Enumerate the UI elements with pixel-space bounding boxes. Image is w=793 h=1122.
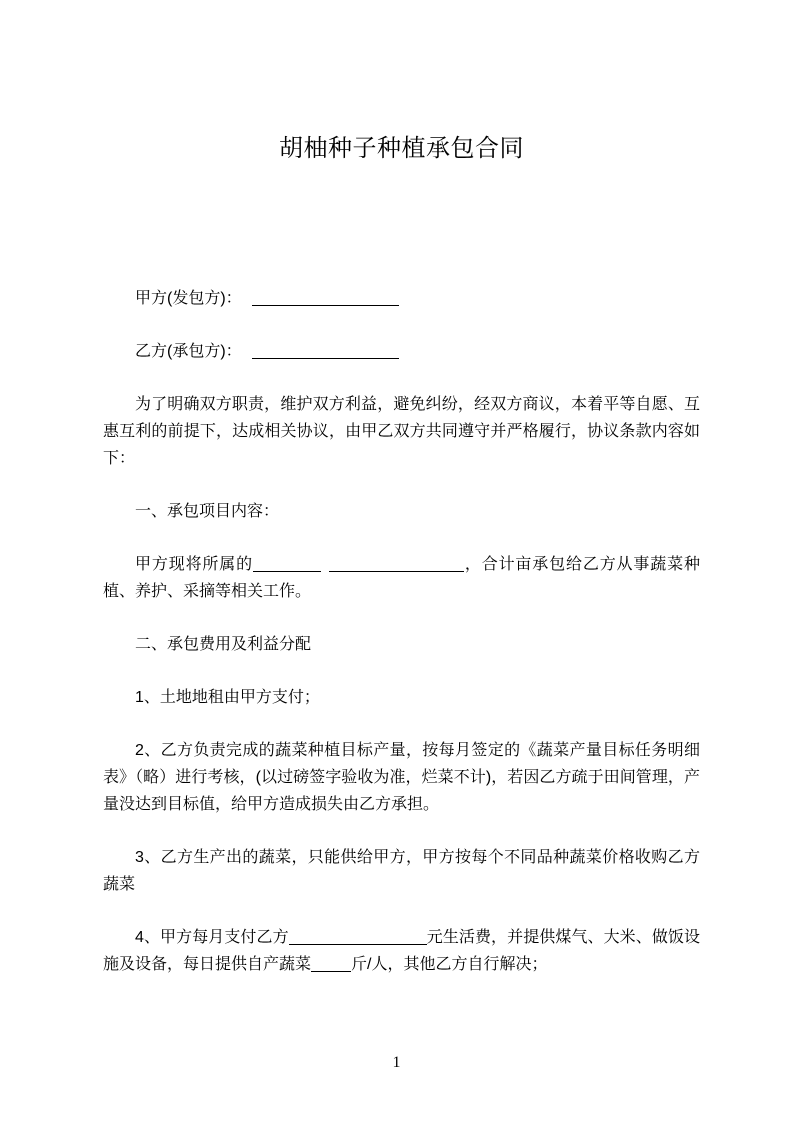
party-a-line [103, 285, 700, 312]
section1-heading: 一、承包项目内容： [135, 503, 280, 520]
section2-item1: 1、土地地租由甲方支付； [135, 689, 320, 706]
item4-vegetable-blank-line [311, 957, 351, 972]
section2-heading: 二、承包费用及利益分配 [135, 636, 312, 653]
section1-clause-prefix: 甲方现将所属的 [135, 556, 253, 573]
party-a-label: 甲方(发包方)： [135, 290, 242, 307]
item4-prefix: 4、甲方每月支付乙方 [135, 929, 289, 946]
section1-clause [103, 551, 700, 605]
section2-item2: 2、乙方负责完成的蔬菜种植目标产量，按每月签定的《蔬菜产量目标任务明细表》（略）进行考核，(以过磅签字验收为准，烂菜不计)，若因乙方疏于田间管理，产量没达到目标值，给甲方造成损失由乙方承担。 [103, 742, 700, 813]
party-b-label: 乙方(承包方)： [135, 343, 242, 360]
document-body [103, 0, 700, 1004]
section1-clause-suffix: ，合计亩承包给乙方从事蔬菜种植、养护、采摘等相关工作。 [103, 556, 700, 600]
item4-suffix: 斤/人，其他乙方自行解决； [351, 956, 548, 973]
section1-blank-line-2 [329, 557, 464, 572]
page-number: 1 [392, 1054, 401, 1071]
party-b-line [103, 338, 700, 365]
section2-item3: 3、乙方生产出的蔬菜，只能供给甲方，甲方按每个不同品种蔬菜价格收购乙方蔬菜 [103, 849, 700, 893]
party-b-blank-line [252, 344, 399, 359]
document-title: 胡柚种子种植承包合同 [279, 135, 524, 162]
party-a-blank-line [252, 291, 399, 306]
section2-item4 [103, 924, 700, 978]
preamble-paragraph: 为了明确双方职责，维护双方利益，避免纠纷，经双方商议，本着平等自愿、互惠互利的前提下，达成相关协议，由甲乙双方共同遵守并严格履行，协议条款内容如下： [103, 396, 700, 467]
section1-blank-line-1 [253, 557, 321, 572]
item4-fee-blank-line [289, 930, 427, 945]
item4-middle: 元生活费，并提供煤气、大米、做饭设施及设备，每日提供自产蔬菜 [103, 929, 700, 973]
